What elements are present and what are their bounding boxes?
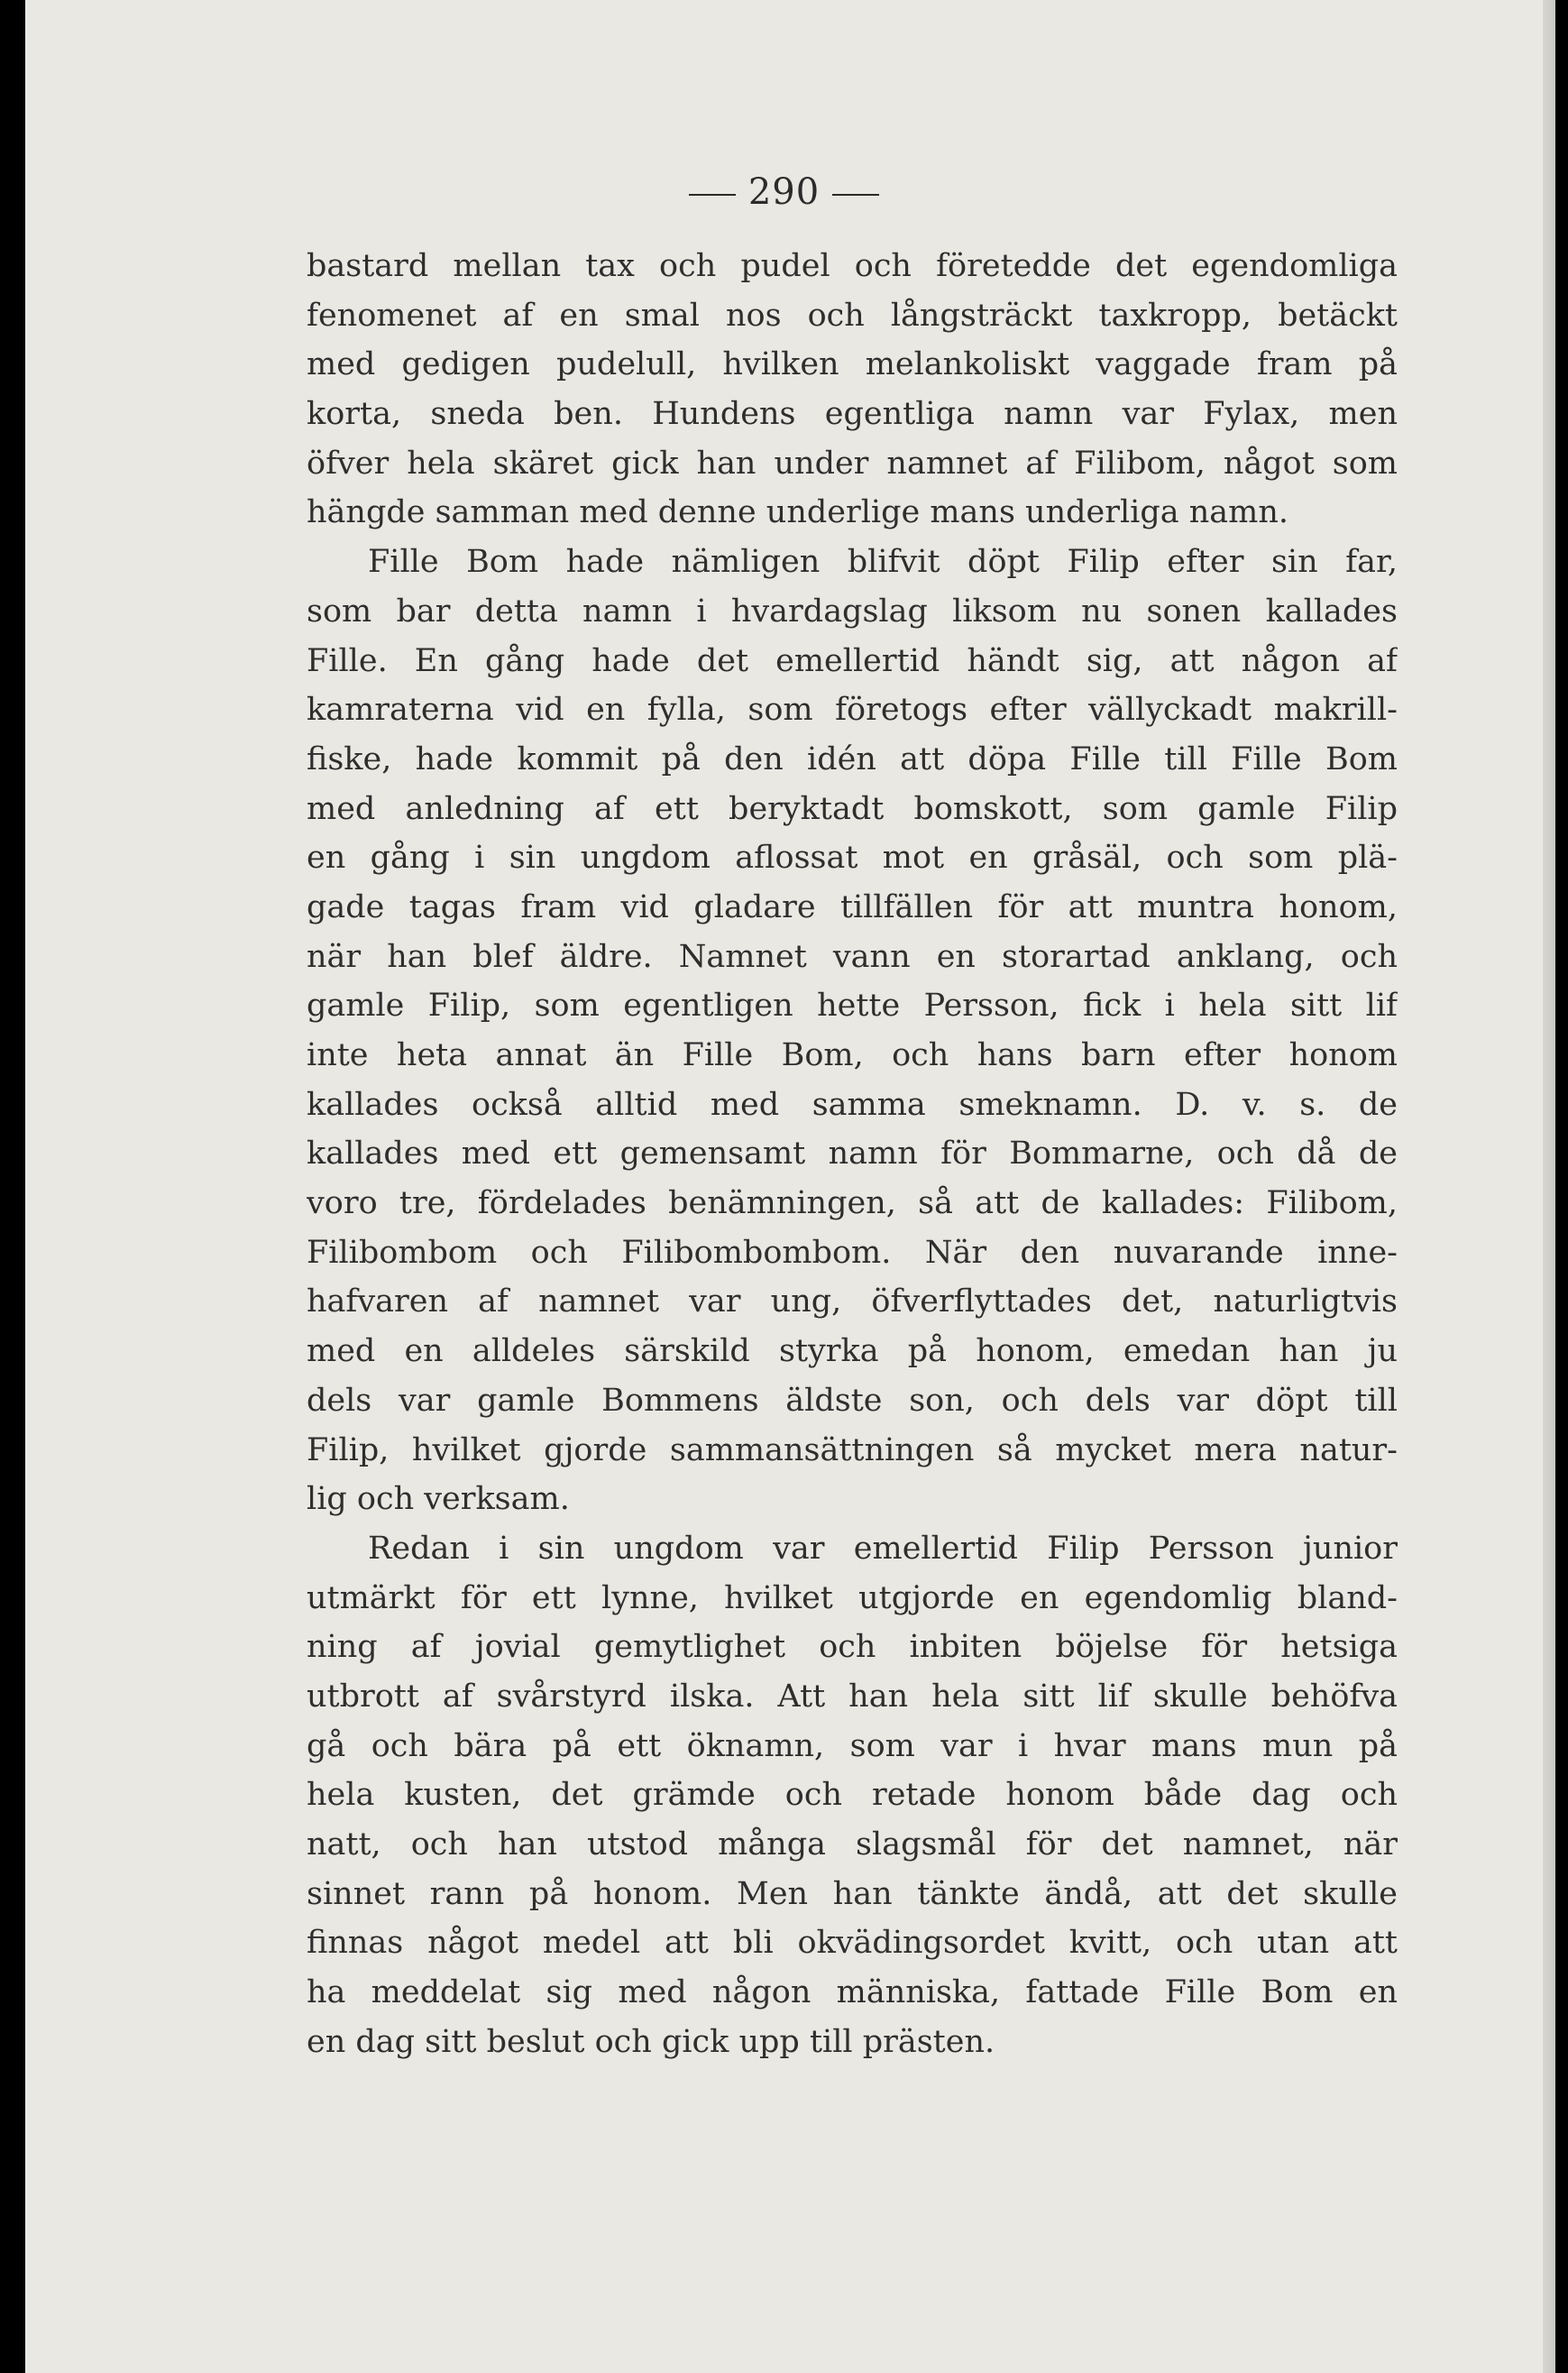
text-line: kamraterna vid en fylla, som företogs efter vällyckadt makrill-	[307, 692, 1398, 729]
text-line: en dag sitt beslut och gick upp till prästen.	[307, 2023, 995, 2060]
text-line: utmärkt för ett lynne, hvilket utgjorde en egendomlig bland-	[307, 1579, 1398, 1616]
text-line: fenomenet af en smal nos och långsträckt taxkropp, betäckt	[307, 297, 1398, 334]
page-number: 290	[747, 171, 821, 213]
text-line: fiske, hade kommit på den idén att döpa Fille till Fille Bom	[307, 740, 1398, 777]
page-number-dash-right	[832, 194, 879, 196]
text-line: öfver hela skäret gick han under namnet af Filibom, något som	[307, 445, 1398, 482]
text-line: gade tagas fram vid gladare tillfällen för att muntra honom,	[307, 888, 1398, 925]
text-line: bastard mellan tax och pudel och företedde det egendomliga	[307, 248, 1398, 284]
text-line: gå och bära på ett öknamn, som var i hvar mans mun på	[307, 1727, 1398, 1764]
text-line: korta, sneda ben. Hundens egentliga namn var Fylax, men	[307, 396, 1398, 433]
text-line: finnas något medel att bli okvädingsordet kvitt, och utan att	[307, 1925, 1398, 1962]
text-line: inte heta annat än Fille Bom, och hans barn efter honom	[307, 1037, 1398, 1073]
text-line: Filip, hvilket gjorde sammansättningen så mycket mera natur-	[307, 1431, 1398, 1468]
text-line: ning af jovial gemytlighet och inbiten böjelse för hetsiga	[307, 1629, 1398, 1666]
text-line: dels var gamle Bommens äldste son, och dels var döpt till	[307, 1382, 1398, 1419]
text-line: med gedigen pudelull, hvilken melankoliskt vaggade fram på	[307, 346, 1398, 383]
body-text	[307, 242, 1398, 2066]
text-line: gamle Filip, som egentligen hette Persson, fick i hela sitt lif	[307, 988, 1398, 1025]
text-line: som bar detta namn i hvardagslag liksom nu sonen kallades	[307, 593, 1398, 630]
page-number-dash-left	[689, 194, 736, 196]
text-line: kallades också alltid med samma smeknamn. D. v. s. de	[307, 1086, 1398, 1123]
text-line: sinnet rann på honom. Men han tänkte ändå, att det skulle	[307, 1875, 1398, 1912]
page-edge-shadow	[1543, 0, 1555, 2373]
text-line: med anledning af ett beryktadt bomskott, som gamle Filip	[307, 790, 1398, 827]
text-line: Fille Bom hade nämligen blifvit döpt Filip efter sin far,	[368, 544, 1398, 581]
text-line: när han blef äldre. Namnet vann en storartad anklang, och	[307, 938, 1398, 975]
text-line: lig och verksam.	[307, 1481, 570, 1518]
text-line: utbrott af svårstyrd ilska. Att han hela sitt lif skulle behöfva	[307, 1678, 1398, 1715]
text-line: voro tre, fördelades benämningen, så att de kallades: Filibom,	[307, 1185, 1398, 1222]
text-line: Filibombom och Filibombombom. När den nuvarande inne-	[307, 1234, 1398, 1271]
text-line: Fille. En gång hade det emellertid händt sig, att någon af	[307, 642, 1398, 679]
text-line: en gång i sin ungdom aflossat mot en gråsäl, och som plä-	[307, 840, 1398, 877]
text-line: natt, och han utstod många slagsmål för det namnet, när	[307, 1826, 1398, 1863]
text-line: hela kusten, det grämde och retade honom både dag och	[307, 1777, 1398, 1814]
text-line: med en alldeles särskild styrka på honom, emedan han ju	[307, 1333, 1398, 1370]
text-line: hängde samman med denne underlige mans underliga namn.	[307, 494, 1289, 531]
text-line: ha meddelat sig med någon människa, fattade Fille Bom en	[307, 1974, 1398, 2011]
page-number-header	[0, 171, 1568, 213]
text-line: hafvaren af namnet var ung, öfverflyttades det, naturligtvis	[307, 1283, 1398, 1320]
text-line: kallades med ett gemensamt namn för Bommarne, och då de	[307, 1136, 1398, 1173]
text-line: Redan i sin ungdom var emellertid Filip Persson junior	[368, 1530, 1398, 1567]
